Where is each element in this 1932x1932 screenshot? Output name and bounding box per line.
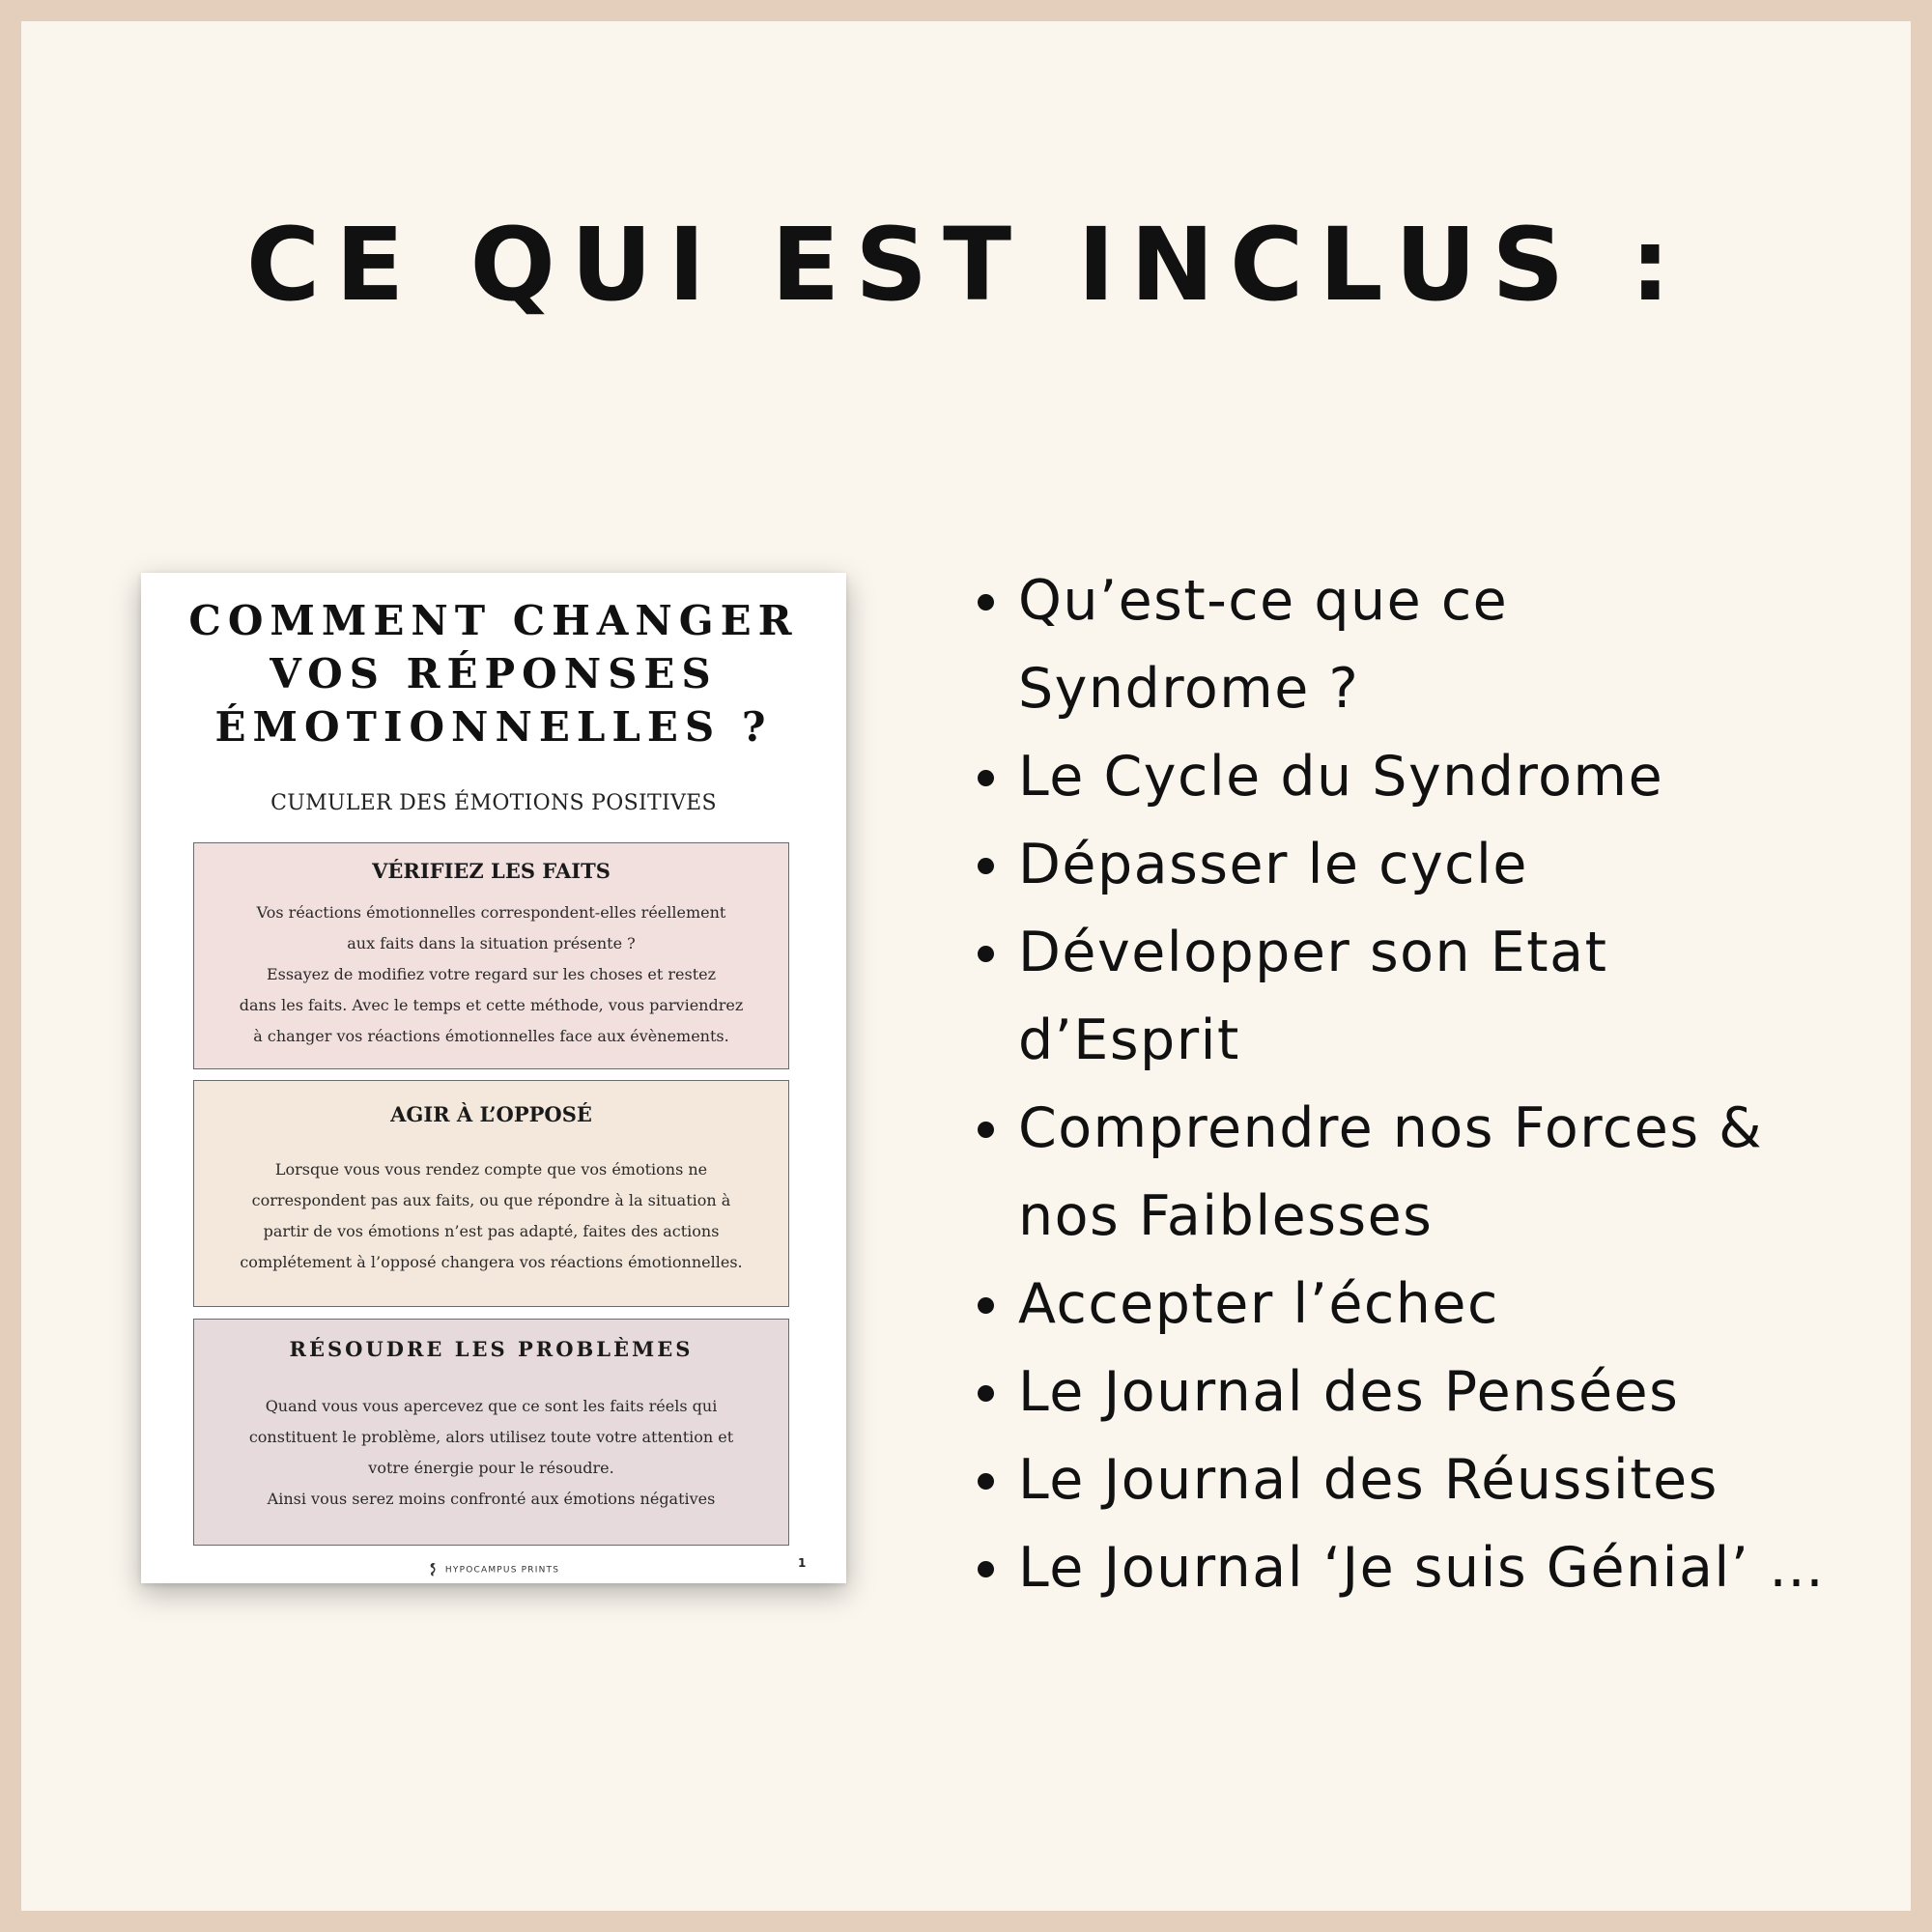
feature-text (1018, 909, 1895, 1085)
feature-item (978, 1436, 1895, 1524)
section-box-opposite-action (193, 1080, 789, 1307)
feature-line: Qu’est-ce que ce (1018, 569, 1509, 633)
section-line: Vos réactions émotionnelles correspondent-elles réellement (256, 903, 726, 922)
page-number: 1 (798, 1556, 807, 1570)
feature-item (978, 1085, 1895, 1261)
feature-text (1018, 1436, 1895, 1524)
section-line: Essayez de modifiez votre regard sur les choses et restez (266, 965, 717, 983)
seahorse-logo-icon (428, 1562, 438, 1577)
feature-item (978, 733, 1895, 821)
section-body (204, 1391, 779, 1515)
feature-line: Le Journal des Pensées (1018, 1360, 1680, 1424)
document-title-line: VOS RÉPONSES (270, 650, 718, 697)
feature-item (978, 909, 1895, 1085)
section-line: Quand vous vous apercevez que ce sont les faits réels qui (265, 1397, 718, 1415)
section-line: Ainsi vous serez moins confronté aux émotions négatives (267, 1490, 716, 1508)
section-line: constituent le problème, alors utilisez toute votre attention et (248, 1428, 734, 1446)
feature-line: Syndrome ? (1018, 657, 1360, 721)
bullet-icon (978, 858, 994, 874)
section-line: aux faits dans la situation présente ? (347, 934, 636, 952)
section-line: dans les faits. Avec le temps et cette méthode, vous parviendrez (239, 996, 744, 1014)
feature-text (1018, 733, 1895, 821)
feature-line: d’Esprit (1018, 1009, 1240, 1072)
section-box-verify-facts (193, 842, 789, 1069)
document-footer (141, 1562, 846, 1577)
section-title: RÉSOUDRE LES PROBLÈMES (289, 1337, 694, 1361)
feature-line: Le Journal des Réussites (1018, 1448, 1719, 1512)
headline: CE QUI EST INCLUS : (245, 206, 1687, 324)
feature-text (1018, 1524, 1895, 1612)
feature-item (978, 1261, 1895, 1349)
bullet-icon (978, 1561, 994, 1577)
section-line: Lorsque vous vous rendez compte que vos émotions ne (274, 1160, 708, 1179)
bullet-icon (978, 946, 994, 962)
bullet-icon (978, 594, 994, 611)
section-line: complétement à l’opposé changera vos réactions émotionnelles. (240, 1253, 743, 1271)
feature-text (1018, 1085, 1895, 1261)
feature-text (1018, 557, 1895, 733)
feature-item (978, 557, 1895, 733)
feature-text (1018, 821, 1895, 909)
feature-line: nos Faiblesses (1018, 1184, 1434, 1248)
feature-text (1018, 1349, 1895, 1436)
bullet-icon (978, 1385, 994, 1402)
section-body (204, 1154, 779, 1278)
feature-line: Le Journal ‘Je suis Génial’ … (1018, 1536, 1826, 1600)
bullet-icon (978, 1122, 994, 1138)
feature-line: Comprendre nos Forces & (1018, 1096, 1764, 1160)
feature-item (978, 1524, 1895, 1612)
section-line: à changer vos réactions émotionnelles face aux évènements. (253, 1027, 729, 1045)
document-title-line: COMMENT CHANGER (188, 597, 799, 644)
feature-item (978, 1349, 1895, 1436)
promo-canvas (21, 21, 1911, 1911)
document-title (141, 594, 846, 753)
section-title: VÉRIFIEZ LES FAITS (372, 859, 611, 883)
feature-line: Dépasser le cycle (1018, 833, 1528, 896)
document-subtitle: CUMULER DES ÉMOTIONS POSITIVES (270, 791, 717, 815)
bullet-icon (978, 770, 994, 786)
feature-line: Accepter l’échec (1018, 1272, 1499, 1336)
feature-item (978, 821, 1895, 909)
bullet-icon (978, 1297, 994, 1314)
bullet-icon (978, 1473, 994, 1490)
brand-name: HYPOCAMPUS PRINTS (444, 1565, 560, 1576)
section-line: partir de vos émotions n’est pas adapté, faites des actions (263, 1222, 720, 1240)
section-box-problem-solving (193, 1319, 789, 1546)
feature-list (978, 557, 1895, 1612)
section-line: votre énergie pour le résoudre. (368, 1459, 614, 1477)
section-line: correspondent pas aux faits, ou que répondre à la situation à (251, 1191, 731, 1209)
feature-text (1018, 1261, 1895, 1349)
feature-line: Le Cycle du Syndrome (1018, 745, 1664, 809)
feature-line: Développer son Etat (1018, 921, 1608, 984)
document-preview (141, 573, 846, 1583)
section-title: AGIR À L’OPPOSÉ (390, 1102, 592, 1126)
document-title-line: ÉMOTIONNELLES ? (214, 703, 773, 751)
section-body (204, 897, 779, 1052)
